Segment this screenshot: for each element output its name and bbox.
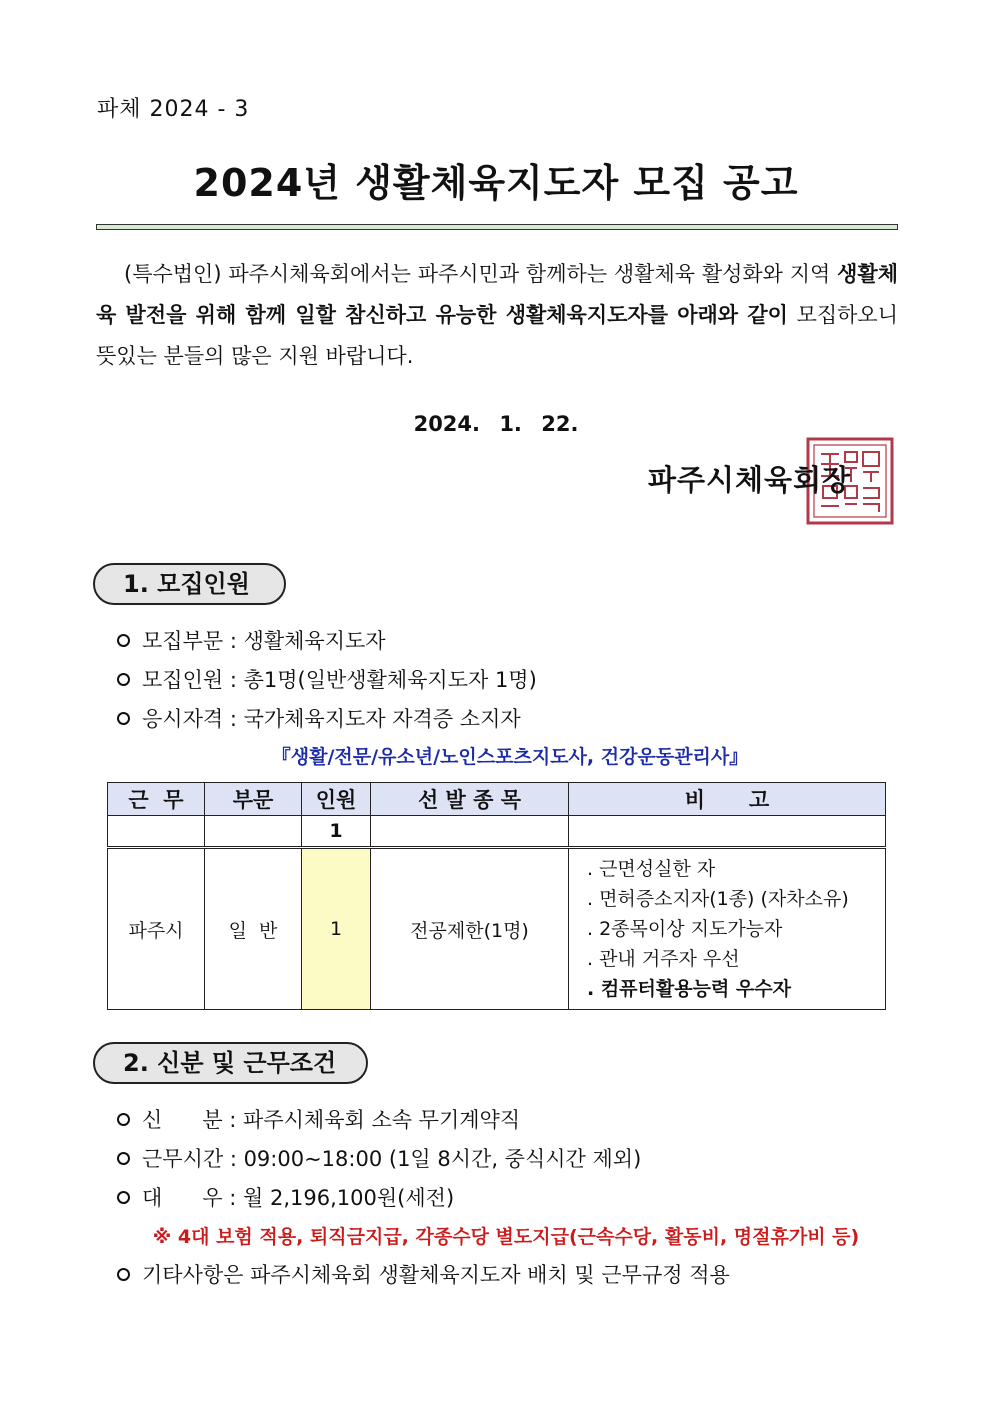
list-item [117,703,521,733]
cell-remarks [569,848,886,1010]
bullet-circle-icon [117,634,130,647]
header-remarks: 비 고 [569,783,886,816]
list-item-text: 신 분 : 파주시체육회 소속 무기계약직 [142,1108,521,1132]
remark-item: . 컴퓨터활용능력 우수자 [587,978,791,1000]
intro-text-a: (특수법인) 파주시체육회에서는 파주시민과 함께하는 생활체육 활성화와 지역 [124,262,838,286]
header-division: 부문 [205,783,302,816]
document-number: 파체 2024 - 3 [97,97,250,122]
cell-division: 일 반 [205,848,302,1010]
cell-count: 1 [302,848,371,1010]
list-item-text: 모집부문 : 생활체육지도자 [142,629,386,653]
section-1-heading: 1. 모집인원 [93,563,286,605]
section-2-heading: 2. 신분 및 근무조건 [93,1042,368,1084]
signer-name: 파주시체육회장 [648,463,852,497]
header-location: 근 무 [108,783,205,816]
table-header-row [108,783,886,816]
remark-item: . 2종목이상 지도가능자 [587,918,783,940]
notice-date: 2024. 1. 22. [413,412,579,436]
list-item-text: 모집인원 : 총1명(일반생활체육지도자 1명) [142,668,537,692]
qualification-note: 『생활/전문/유소년/노인스포츠지도사, 건강운동관리사』 [271,746,749,768]
list-item [117,625,386,655]
remark-item: . 면허증소지자(1종) (자차소유) [587,888,849,910]
benefits-warning: ※ 4대 보험 적용, 퇴직금지급, 각종수당 별도지급(근속수당, 활동비, 명절휴가비 등) [152,1226,860,1248]
recruitment-table [107,782,886,1010]
remark-item: . 관내 거주자 우선 [587,948,740,970]
intro-paragraph [96,254,898,377]
total-count: 1 [302,816,371,848]
cell-location: 파주시 [108,848,205,1010]
page-title: 2024년 생활체육지도자 모집 공고 [193,161,799,205]
cell-selection: 전공제한(1명) [371,848,569,1010]
list-item-text: 기타사항은 파주시체육회 생활체육지도자 배치 및 근무규정 적용 [142,1263,730,1287]
table-row [108,848,886,1010]
bullet-circle-icon [117,1268,130,1281]
list-item [117,1259,730,1289]
list-item-text: 응시자격 : 국가체육지도자 자격증 소지자 [142,707,521,731]
bullet-circle-icon [117,1191,130,1204]
list-item [117,1104,520,1134]
list-item-text: 근무시간 : 09:00∼18:00 (1일 8시간, 중식시간 제외) [142,1147,642,1171]
list-item [117,664,537,694]
list-item-text: 대 우 : 월 2,196,100원(세전) [142,1186,455,1210]
header-selection: 선 발 종 목 [371,783,569,816]
intro-text-bold: 생활체육 발전을 위해 함께 일할 참신하고 유능한 생활체육지도자를 아래와 같이 [96,262,898,327]
intro-text-c: 모집하오니 뜻있는 분들의 많은 지원 바랍니다. [96,303,898,368]
title-divider [96,224,898,230]
table-total-row [108,816,886,848]
bullet-circle-icon [117,673,130,686]
header-count: 인원 [302,783,371,816]
bullet-circle-icon [117,1113,130,1126]
remark-item: . 근면성실한 자 [587,858,716,880]
list-item [117,1182,454,1212]
bullet-circle-icon [117,1152,130,1165]
bullet-circle-icon [117,712,130,725]
list-item [117,1143,641,1173]
